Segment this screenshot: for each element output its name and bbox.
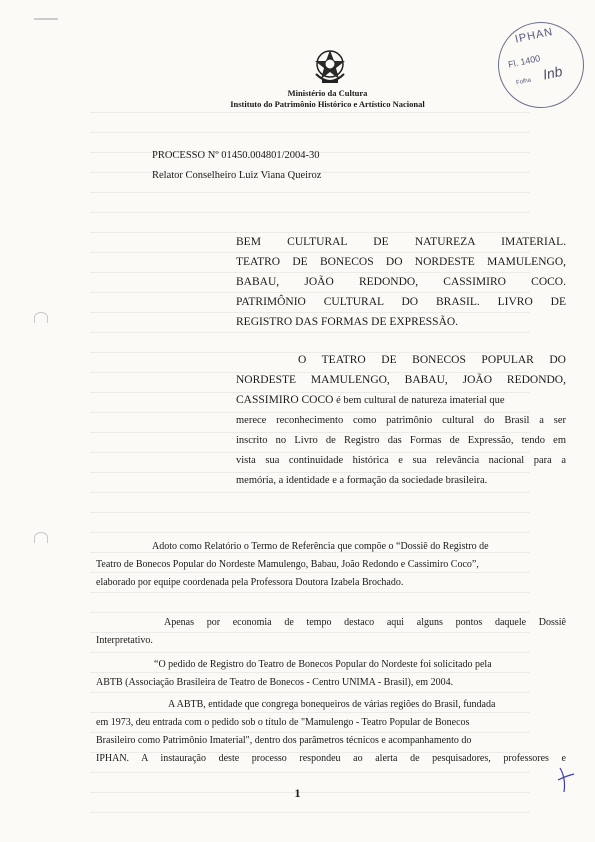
ementa-line: BABAU, JOÃO REDONDO, CASSIMIRO COCO. <box>236 276 566 288</box>
text-line: Apenas por economia de tempo destaco aqui alguns pontos daquele Dossiê <box>164 617 566 628</box>
stamp-rubric: Inb <box>541 62 564 83</box>
paragraph-quote-request <box>96 656 566 692</box>
institute-name: Instituto do Patrimônio Histórico e Artístico Nacional <box>230 99 425 109</box>
rapporteur: Relator Conselheiro Luiz Viana Queiroz <box>152 170 322 181</box>
text-line: Brasileiro como Patrimônio Imaterial", dentro dos parâmetros técnicos e acompanhamento do <box>96 735 472 746</box>
decision-name: CASSIMIRO COCO <box>236 394 334 406</box>
ementa-line: PATRIMÔNIO CULTURAL DO BRASIL. LIVRO DE <box>236 296 566 308</box>
decision-line: merece reconhecimento como patrimônio cultural do Brasil a ser <box>236 415 566 426</box>
stamp-folio: Fl. 1400 <box>507 53 542 70</box>
scan-mark <box>34 18 58 20</box>
decision-line: NORDESTE MAMULENGO, BABAU, JOÃO REDONDO, <box>236 374 566 386</box>
text-line: A ABTB, entidade que congrega bonequeiros de várias regiões do Brasil, fundada <box>168 699 496 710</box>
handwritten-mark-icon <box>556 764 576 794</box>
paragraph-abtb <box>96 696 566 768</box>
text-line: em 1973, deu entrada com o pedido sob o título de "Mamulengo - Teatro Popular de Bonecos <box>96 717 470 728</box>
text-line: Adoto como Relatório o Termo de Referência que compõe o “Dossiê do Registro de <box>152 541 489 552</box>
text-line: IPHAN. A instauração deste processo respondeu ao alerta de pesquisadores, professores e <box>96 753 566 764</box>
ementa-line: TEATRO DE BONECOS DO NORDESTE MAMULENGO, <box>236 256 566 268</box>
stamp-folha-label: Folha <box>515 77 532 87</box>
punch-hole <box>34 312 48 323</box>
ementa-line: REGISTRO DAS FORMAS DE EXPRESSÃO. <box>236 316 459 328</box>
decision-block <box>236 350 566 491</box>
stamp-title: IPHAN <box>513 25 555 46</box>
decision-line: inscrito no Livro de Registro das Formas de Expressão, tendo em <box>236 435 566 446</box>
process-number: PROCESSO Nº 01450.004801/2004-30 <box>152 150 320 161</box>
ementa-block <box>236 232 566 332</box>
decision-text: é bem cultural de natureza imaterial que <box>333 395 505 406</box>
text-line: “O pedido de Registro do Teatro de Bonecos Popular do Nordeste foi solicitado pela <box>154 659 492 670</box>
text-line: Teatro de Bonecos Popular do Nordeste Mamulengo, Babau, João Redondo e Cassimiro Coco”, <box>96 559 479 570</box>
coat-of-arms-icon <box>310 44 350 88</box>
ementa-line: BEM CULTURAL DE NATUREZA IMATERIAL. <box>236 236 566 248</box>
punch-hole <box>34 532 48 543</box>
paragraph-highlights <box>96 614 566 650</box>
page-number: 1 <box>294 786 301 800</box>
text-line: elaborado por equipe coordenada pela Professora Doutora Izabela Brochado. <box>96 577 404 588</box>
decision-line: vista sua continuidade histórica e sua relevância nacional para a <box>236 455 566 466</box>
paragraph-report <box>96 538 566 592</box>
decision-line: memória, a identidade e a formação da sociedade brasileira. <box>236 475 488 486</box>
decision-line: O TEATRO DE BONECOS POPULAR DO <box>298 354 566 366</box>
text-line: ABTB (Associação Brasileira de Teatro de Bonecos - Centro UNIMA - Brasil), em 2004. <box>96 677 454 688</box>
decision-line <box>236 390 566 411</box>
ministry-name: Ministério da Cultura <box>287 88 368 98</box>
text-line: Interpretativo. <box>96 635 153 646</box>
